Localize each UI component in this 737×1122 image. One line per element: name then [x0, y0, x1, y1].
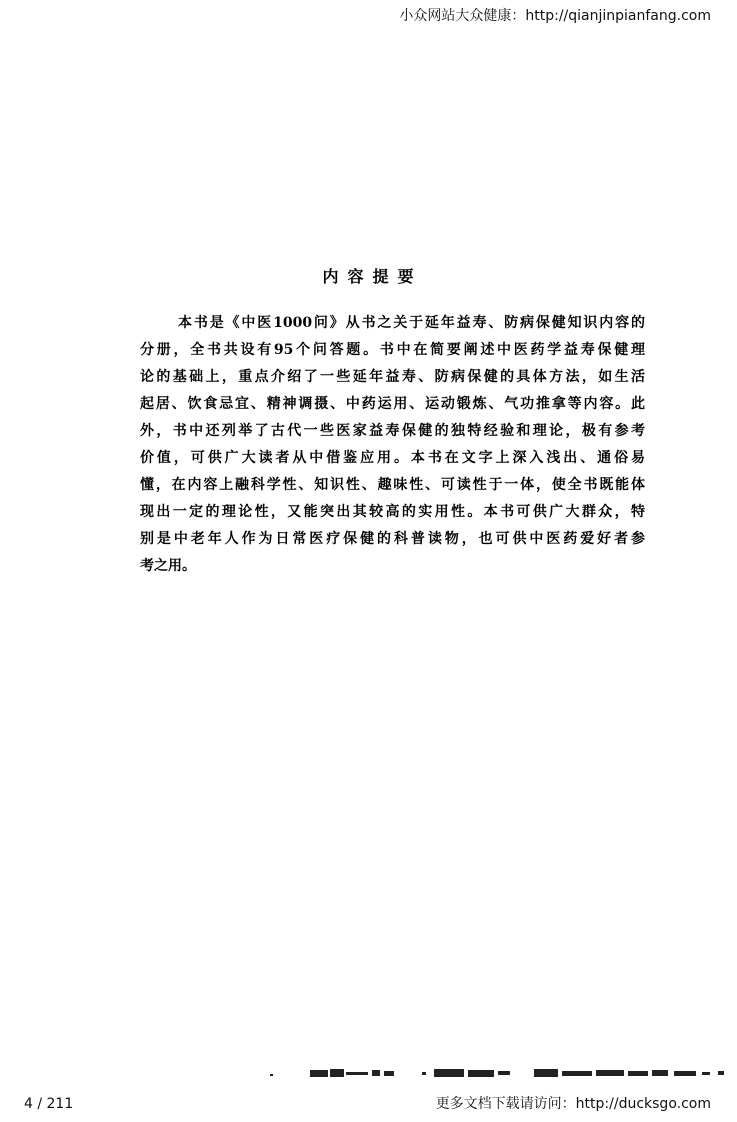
summary-line: 价值，可供广大读者从中借鉴应用。本书在文字上深入浅出、通俗易	[140, 450, 645, 466]
summary-line: 别是中老年人作为日常医疗保健的科普读物，也可供中医药爱好者参	[140, 531, 645, 547]
summary-line: 考之用。	[140, 558, 196, 574]
summary-line: 懂，在内容上融科学性、知识性、趣味性、可读性于一体，使全书既能体	[140, 477, 645, 493]
page-title: 内容提要	[322, 267, 423, 286]
scan-noise-strip	[262, 1066, 732, 1080]
summary-line: 分册，全书共设有95个问答题。书中在简要阐述中医药学益寿保健理	[140, 342, 645, 358]
page-indicator: 4 / 211	[24, 1096, 74, 1112]
header-source-link[interactable]: 小众网站大众健康：http://qianjinpianfang.com	[399, 8, 711, 24]
summary-paragraph	[140, 310, 645, 585]
summary-line: 起居、饮食忌宜、精神调摄、中药运用、运动锻炼、气功推拿等内容。此	[140, 396, 645, 412]
summary-line: 现出一定的理论性，又能突出其较高的实用性。本书可供广大群众，特	[140, 504, 645, 520]
footer-download-link[interactable]: 更多文档下载请访问：http://ducksgo.com	[435, 1096, 711, 1112]
summary-line: 外，书中还列举了古代一些医家益寿保健的独特经验和理论，极有参考	[140, 423, 645, 439]
summary-line: 本书是《中医1000问》从书之关于延年益寿、防病保健知识内容的	[178, 315, 645, 331]
summary-line: 论的基础上，重点介绍了一些延年益寿、防病保健的具体方法，如生活	[140, 369, 645, 385]
